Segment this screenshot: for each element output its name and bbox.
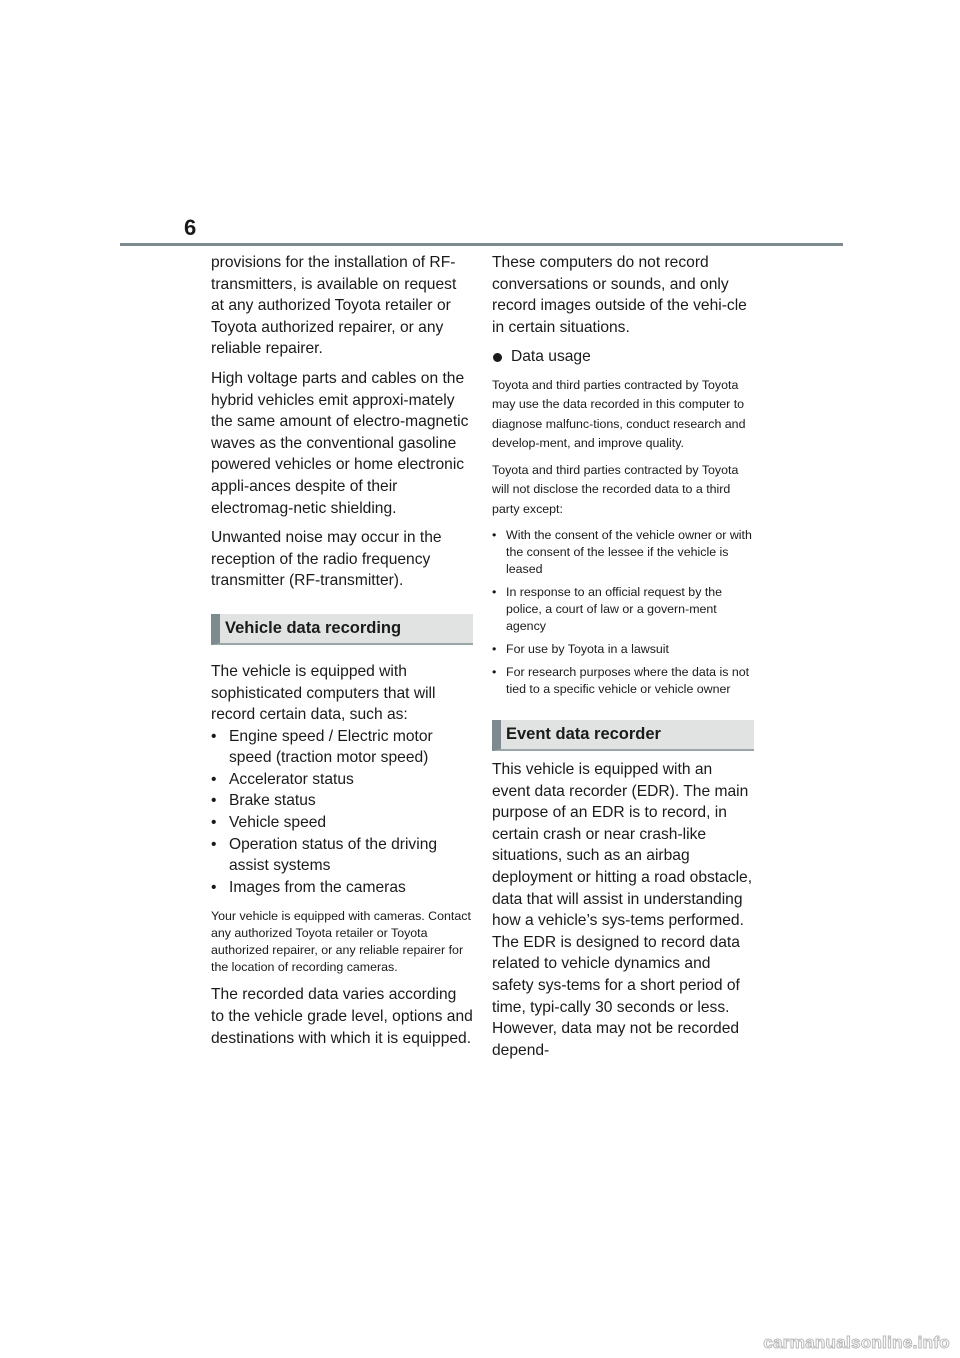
bullet-mark: • [492,528,497,543]
edr-paragraph: This vehicle is equipped with an event data recorder (EDR). The main purpose of an EDR is to record, in certain crash or near crash-like situations, such as an airbag deployment or hitting a road obstacle, data that will assist in understanding how a vehicle’s sys-tems performed. The EDR is designed to record data related to vehicle dynamics and safety sys-tems for a short period of time, typi-cally 30 seconds or less. However, data may not be recorded depend- [492,761,753,1059]
rf-transmitter-paragraph: provisions for the installation of RF-transmitters, is available on request at any authorized Toyota retailer or Toyota authorized repairer, or any reliable repairer. [211,254,457,358]
site-watermark: carmanualsonline.info [763,1333,950,1352]
right-column [492,252,754,1069]
no-audio-paragraph: These computers do not record conversations or sounds, and only record images outside of the vehi-cle in certain situations. [492,254,747,336]
recorded-data-varies-paragraph: The recorded data varies according to the vehicle grade level, options and destinations with which it is equipped. [211,986,473,1047]
data-disclosure-paragraph: Toyota and third parties contracted by Toyota will not disclose the recorded data to a third party except: [492,463,739,516]
vehicle-data-recording-heading: Vehicle data recording [211,614,473,645]
list-item: • In response to an official request by the police, a court of law or a govern-ment agency [492,585,723,634]
camera-note: Your vehicle is equipped with cameras. Contact any authorized Toyota retailer or Toyota authorized repairer, or any reliable repairer for the location of recording cameras. [211,909,471,975]
bullet-mark: • [211,814,217,832]
left-column [211,252,473,1057]
bullet-mark: • [211,792,217,810]
list-item: • Vehicle speed [211,812,473,834]
recording-intro: The vehicle is equipped with sophisticated computers that will record certain data, such as: [211,662,436,724]
list-item: • For research purposes where the data is not tied to a specific vehicle or vehicle owner [492,665,750,697]
bullet-mark: • [492,665,497,680]
list-item: • Brake status [211,790,473,812]
list-item: • Images from the cameras [211,877,473,899]
list-item: • For use by Toyota in a lawsuit [492,642,669,657]
event-data-recorder-heading: Event data recorder [492,720,754,751]
circle-bullet-icon [493,353,502,362]
bullet-mark: • [211,878,217,896]
data-usage-paragraph: Toyota and third parties contracted by Toyota may use the data recorded in this computer to diagnose malfunc-tions, conduct research and develop-ment, and improve quality. [492,377,746,450]
bullet-mark: • [211,770,217,788]
list-item: • Accelerator status [211,769,473,791]
high-voltage-paragraph: High voltage parts and cables on the hybrid vehicles emit approxi-mately the same amount of electro-magnetic waves as the conventional gasoline powered vehicles or home electronic appli-ances despite of their electromag-netic shielding. [211,369,469,517]
recorded-data-list [211,726,473,899]
bullet-mark: • [211,835,217,853]
list-item: • With the consent of the vehicle owner or with the consent of the lessee if the vehicle is leased [492,528,752,577]
header-rule [120,243,843,246]
list-item: • Engine speed / Electric motor speed (traction motor speed) [211,727,433,767]
bullet-mark: • [492,642,497,657]
data-usage-heading: Data usage [492,346,754,368]
bullet-mark: • [211,727,217,745]
noise-paragraph: Unwanted noise may occur in the reception of the radio frequency transmitter (RF-transmitter). [211,529,442,590]
bullet-mark: • [492,585,497,600]
page-number: 6 [184,215,197,240]
disclosure-exceptions-list [492,527,754,698]
list-item: • Operation status of the driving assist systems [211,835,438,875]
